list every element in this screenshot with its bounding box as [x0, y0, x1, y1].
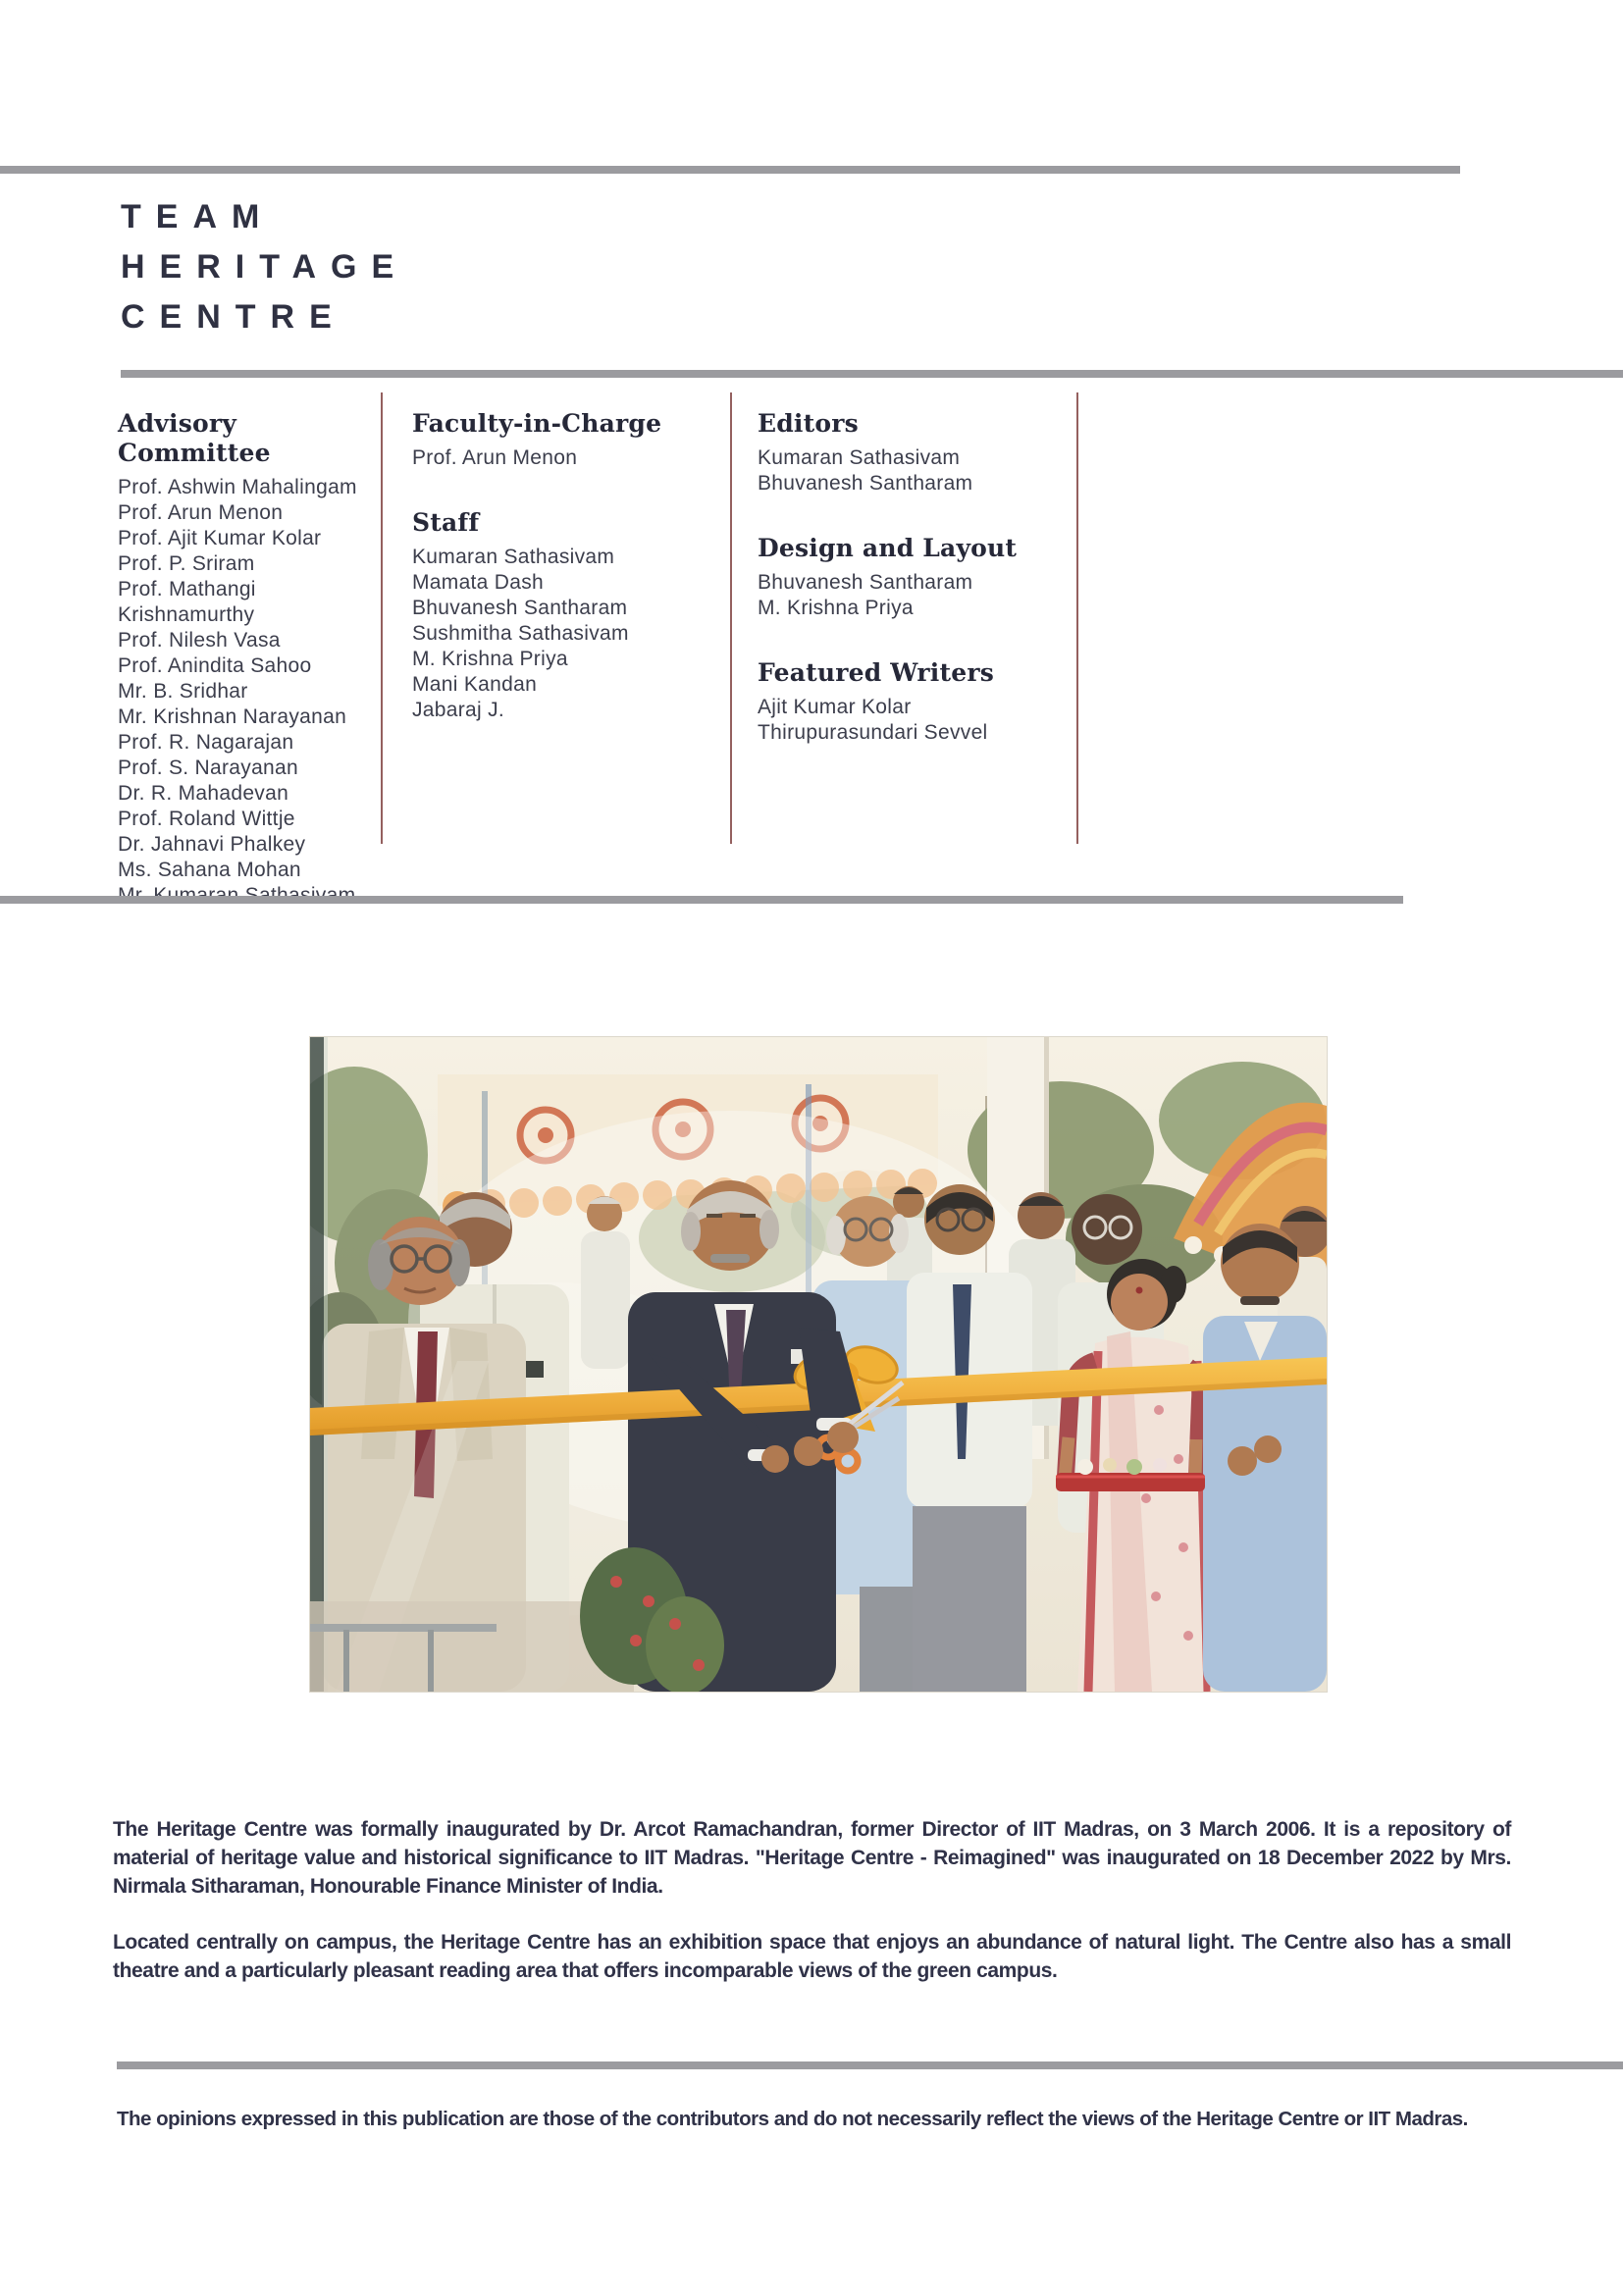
list-item: Prof. Anindita Sahoo	[118, 654, 312, 677]
horizontal-rule-under-title	[121, 370, 1623, 378]
list-item: Prof. Nilesh Vasa	[118, 629, 281, 652]
section-heading: Faculty-in-Charge	[412, 409, 662, 438]
name-list	[118, 475, 375, 909]
horizontal-rule-top	[0, 166, 1460, 174]
list-item: Prof. R. Nagarajan	[118, 731, 294, 754]
name-list	[758, 570, 1072, 621]
list-item: Prof. P. Sriram	[118, 552, 255, 575]
section-featured-writers	[758, 658, 1072, 746]
list-item: Mr. Krishnan Narayanan	[118, 705, 347, 728]
list-item: Prof. Arun Menon	[118, 501, 284, 524]
disclaimer-text: The opinions expressed in this publication are those of the contributors and do not necessarily reflect the views of the Heritage Centre or IIT Madras.	[117, 2108, 1468, 2130]
paragraph-location: Located centrally on campus, the Heritage Centre has an exhibition space that enjoys an abundance of natural light. The Centre also has a small theatre and a particularly pleasant reading area that offers incomparable views of the green campus.	[113, 1931, 1511, 1982]
list-item: Sushmitha Sathasivam	[412, 622, 629, 645]
section-staff	[412, 508, 716, 723]
page-title-line-1: TEAM	[121, 198, 275, 235]
name-list	[758, 445, 1072, 496]
section-heading: Editors	[758, 409, 859, 438]
inauguration-photo	[310, 1037, 1327, 1692]
inauguration-photo-art	[310, 1037, 1327, 1692]
list-item: Prof. Mathangi Krishnamurthy	[118, 578, 256, 626]
name-list	[412, 545, 716, 723]
list-item: Bhuvanesh Santharam	[758, 472, 973, 495]
vertical-divider-1	[381, 392, 383, 844]
name-list	[758, 695, 1072, 746]
list-item: Kumaran Sathasivam	[758, 446, 961, 469]
page-title-line-2: HERITAGE	[121, 248, 409, 286]
section-heading: Design and Layout	[758, 534, 1018, 562]
column-editors-design	[758, 409, 1072, 746]
column-faculty-staff	[412, 409, 716, 723]
vertical-divider-2	[730, 392, 732, 844]
section-editors	[758, 409, 1072, 496]
horizontal-rule-footer	[117, 2061, 1623, 2069]
paragraph-inauguration: The Heritage Centre was formally inaugurated by Dr. Arcot Ramachandran, former Director of IIT Madras, on 3 March 2006. It is a repository of material of heritage value and historical significance to IIT Madras. "Heritage Centre - Reimagined" was inaugurated on 18 December 2022 by Mrs. Nirmala Sitharaman, Honourable Finance Minister of India.	[113, 1818, 1511, 1898]
list-item: Prof. Ajit Kumar Kolar	[118, 527, 322, 549]
section-advisory-committee	[118, 409, 375, 909]
name-list	[412, 445, 716, 471]
photo-haze	[310, 1037, 1327, 1692]
list-item: Prof. Ashwin Mahalingam	[118, 476, 357, 498]
page-title	[121, 192, 408, 342]
list-item: Prof. Arun Menon	[412, 446, 578, 469]
list-item: Dr. R. Mahadevan	[118, 782, 289, 805]
list-item: Dr. Jahnavi Phalkey	[118, 833, 306, 856]
list-item: Ajit Kumar Kolar	[758, 696, 912, 718]
horizontal-rule-under-columns	[0, 896, 1403, 904]
vertical-divider-3	[1076, 392, 1078, 844]
list-item: M. Krishna Priya	[758, 597, 914, 619]
list-item: Jabaraj J.	[412, 699, 505, 721]
list-item: Mani Kandan	[412, 673, 538, 696]
section-heading: Staff	[412, 508, 480, 537]
list-item: Ms. Sahana Mohan	[118, 859, 301, 881]
list-item: Mr. B. Sridhar	[118, 680, 248, 703]
list-item: Thirupurasundari Sevvel	[758, 721, 988, 744]
list-item: Prof. Roland Wittje	[118, 808, 295, 830]
list-item: M. Krishna Priya	[412, 648, 568, 670]
list-item: Bhuvanesh Santharam	[758, 571, 973, 594]
section-faculty-in-charge	[412, 409, 716, 471]
body-copy	[113, 1815, 1511, 1985]
section-design-layout	[758, 534, 1072, 621]
list-item: Kumaran Sathasivam	[412, 546, 615, 568]
column-advisory	[118, 409, 375, 909]
page-title-line-3: CENTRE	[121, 298, 346, 336]
section-heading: Featured Writers	[758, 658, 994, 687]
list-item: Mamata Dash	[412, 571, 545, 594]
section-heading: Advisory Committee	[118, 409, 271, 467]
list-item: Prof. S. Narayanan	[118, 757, 298, 779]
list-item: Bhuvanesh Santharam	[412, 597, 628, 619]
